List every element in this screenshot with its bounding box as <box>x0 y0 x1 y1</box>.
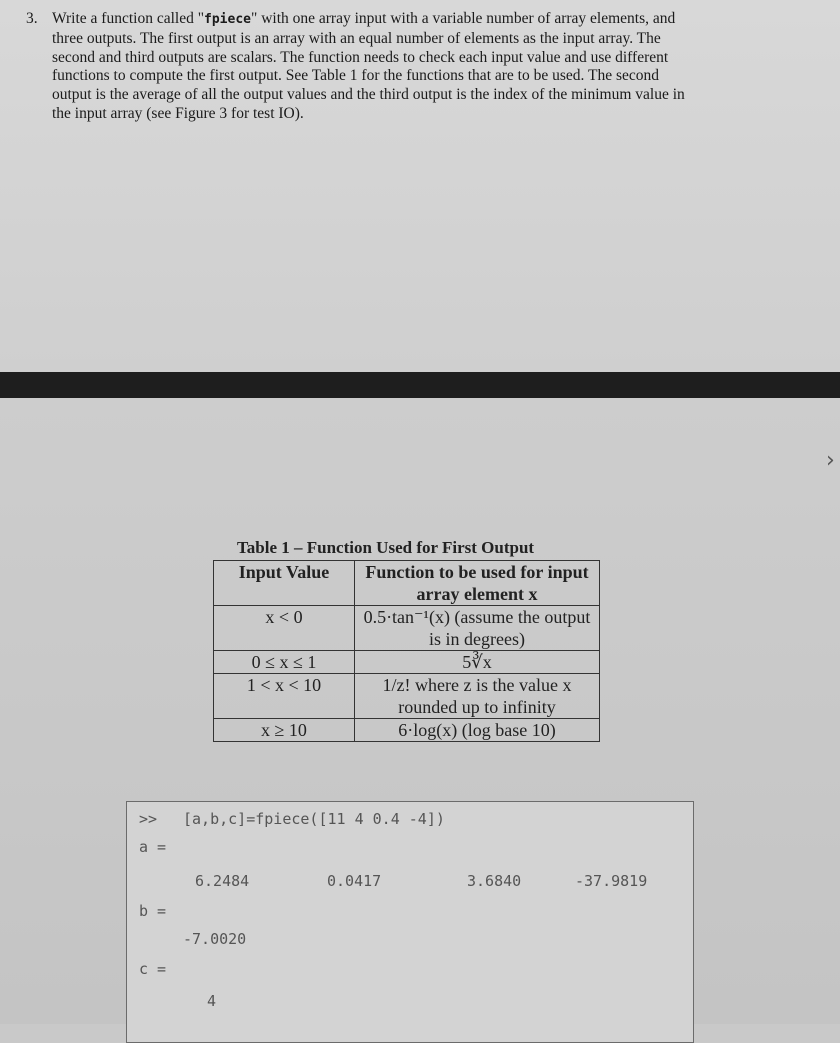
table-header-row <box>214 561 600 606</box>
table-row <box>214 606 600 651</box>
function-cell: 1/z! where z is the value x rounded up to infinity <box>355 674 600 719</box>
condition-cell: x ≥ 10 <box>214 719 355 742</box>
function-name: fpiece <box>204 12 251 27</box>
condition-cell: 0 ≤ x ≤ 1 <box>214 651 355 674</box>
question-line: second and third outputs are scalars. The function needs to check each input value and use different <box>52 48 669 66</box>
question-line: output is the average of all the output values and the third output is the index of the minimum value in <box>52 86 685 104</box>
function-cell: 6·log(x) (log base 10) <box>355 719 600 742</box>
output-a-value: 6.2484 <box>195 872 250 890</box>
table-row <box>214 674 600 719</box>
condition-cell: 1 < x < 10 <box>214 674 355 719</box>
condition-cell: x < 0 <box>214 606 355 651</box>
table-caption: Table 1 – Function Used for First Output <box>237 538 535 557</box>
question-page-section <box>0 0 840 372</box>
output-a-value: 3.6840 <box>467 872 522 890</box>
output-b-label: b = <box>139 902 167 920</box>
output-c-value: 4 <box>207 992 217 1010</box>
question-line: functions to compute the first output. See Table 1 for the functions that are to be used. The second <box>52 67 659 85</box>
function-cell: 0.5·tan⁻¹(x) (assume the output is in degrees) <box>355 606 600 651</box>
chevron-right-icon[interactable]: › <box>826 448 835 473</box>
console-prompt: >> <box>139 810 158 828</box>
question-line: three outputs. The first output is an array with an equal number of elements as the input array. The <box>52 29 661 47</box>
output-a-label: a = <box>139 838 167 856</box>
output-c-label: c = <box>139 960 167 978</box>
output-a-value: 0.0417 <box>327 872 382 890</box>
output-a-value: -37.9819 <box>575 872 648 890</box>
header-input-value: Input Value <box>214 561 355 606</box>
console-command: [a,b,c]=fpiece([11 4 0.4 -4]) <box>183 810 445 828</box>
question-line: the input array (see Figure 3 for test IO). <box>52 104 304 122</box>
function-cell: 5∛x <box>355 651 600 674</box>
question-body <box>52 10 822 124</box>
question-number: 3. <box>26 10 38 27</box>
matlab-console-output <box>126 801 694 1043</box>
function-table <box>213 560 600 742</box>
header-function: Function to be used for input array element x <box>355 561 600 606</box>
table-row <box>214 651 600 674</box>
table-row <box>214 719 600 742</box>
output-b-value: -7.0020 <box>183 930 247 948</box>
question-line: Write a function called "fpiece" with one array input with a variable number of array elements, and <box>52 10 676 27</box>
page-divider <box>0 372 840 398</box>
